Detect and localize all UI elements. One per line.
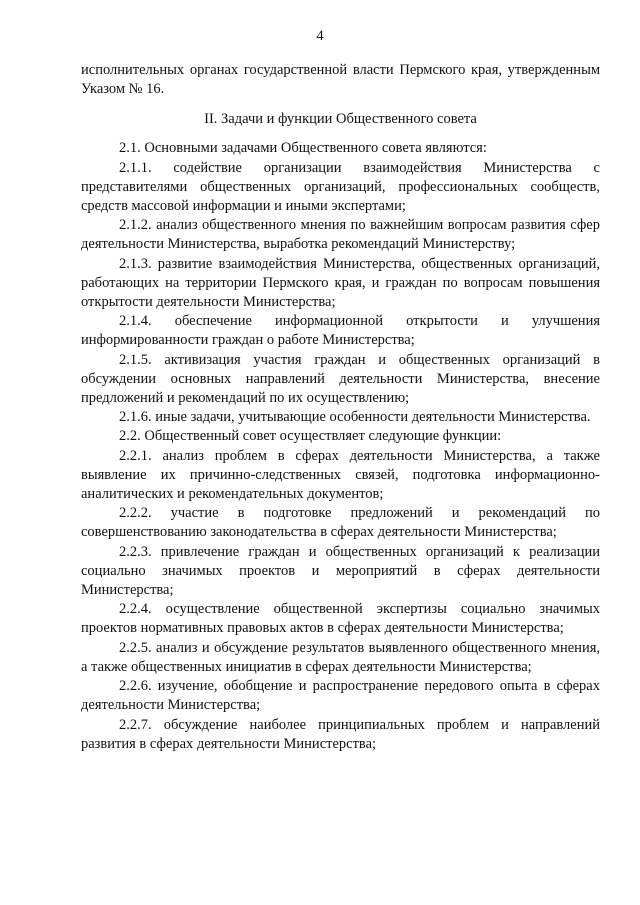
paragraph-2-2-3: 2.2.3. привлечение граждан и общественных организаций к реализации социально значимых проектов и мероприятий в сферах деятельности Министерства; [81, 543, 600, 599]
document-body [81, 61, 600, 754]
page-number: 4 [316, 28, 324, 44]
paragraph-2-1: 2.1. Основными задачами Общественного совета являются: [119, 140, 487, 157]
paragraph-2-2-4: 2.2.4. осуществление общественной экспертизы социально значимых проектов нормативных правовых актов в сферах деятельности Министерства; [81, 601, 600, 637]
paragraph-2-1-4: 2.1.4. обеспечение информационной открытости и улучшения информированности граждан о работе Министерства; [81, 313, 600, 349]
paragraph-2-1-6: 2.1.6. иные задачи, учитывающие особенности деятельности Министерства. [119, 409, 591, 426]
intro-paragraph: исполнительных органах государственной власти Пермского края, утвержденным Указом № 16. [81, 62, 600, 98]
paragraph-2-2-7: 2.2.7. обсуждение наиболее принципиальных проблем и направлений развития в сферах деятельности Министерства; [81, 716, 600, 752]
paragraph-2-2: 2.2. Общественный совет осуществляет следующие функции: [119, 428, 502, 445]
paragraph-2-1-1: 2.1.1. содействие организации взаимодействия Министерства с представителями общественных организаций, профессиональных сообществ, средств массовой информации и иными экспертами; [81, 159, 600, 215]
paragraph-2-2-6: 2.2.6. изучение, обобщение и распространение передового опыта в сферах деятельности Министерства; [81, 678, 600, 714]
paragraph-2-1-2: 2.1.2. анализ общественного мнения по важнейшим вопросам развития сфер деятельности Министерства, выработка рекомендаций Министерству; [81, 217, 600, 253]
paragraph-2-1-3: 2.1.3. развитие взаимодействия Министерства, общественных организаций, работающих на территории Пермского края, и граждан по вопросам повышения открытости деятельности Министерства; [81, 255, 600, 311]
paragraph-2-2-5: 2.2.5. анализ и обсуждение результатов выявленного общественного мнения, а также общественных инициатив в сферах деятельности Министерства; [81, 639, 600, 675]
paragraph-2-2-2: 2.2.2. участие в подготовке предложений и рекомендаций по совершенствованию законодательства в сферах деятельности Министерства; [81, 505, 600, 541]
section-title: II. Задачи и функции Общественного совета [204, 111, 477, 128]
paragraph-2-1-5: 2.1.5. активизация участия граждан и общественных организаций в обсуждении основных направлений деятельности Министерства, внесение предложений и рекомендаций по их осуществлению; [81, 351, 600, 407]
paragraph-2-2-1: 2.2.1. анализ проблем в сферах деятельности Министерства, а также выявление их причинно-следственных связей, подготовка информационно-аналитических и рекомендательных документов; [81, 447, 600, 503]
